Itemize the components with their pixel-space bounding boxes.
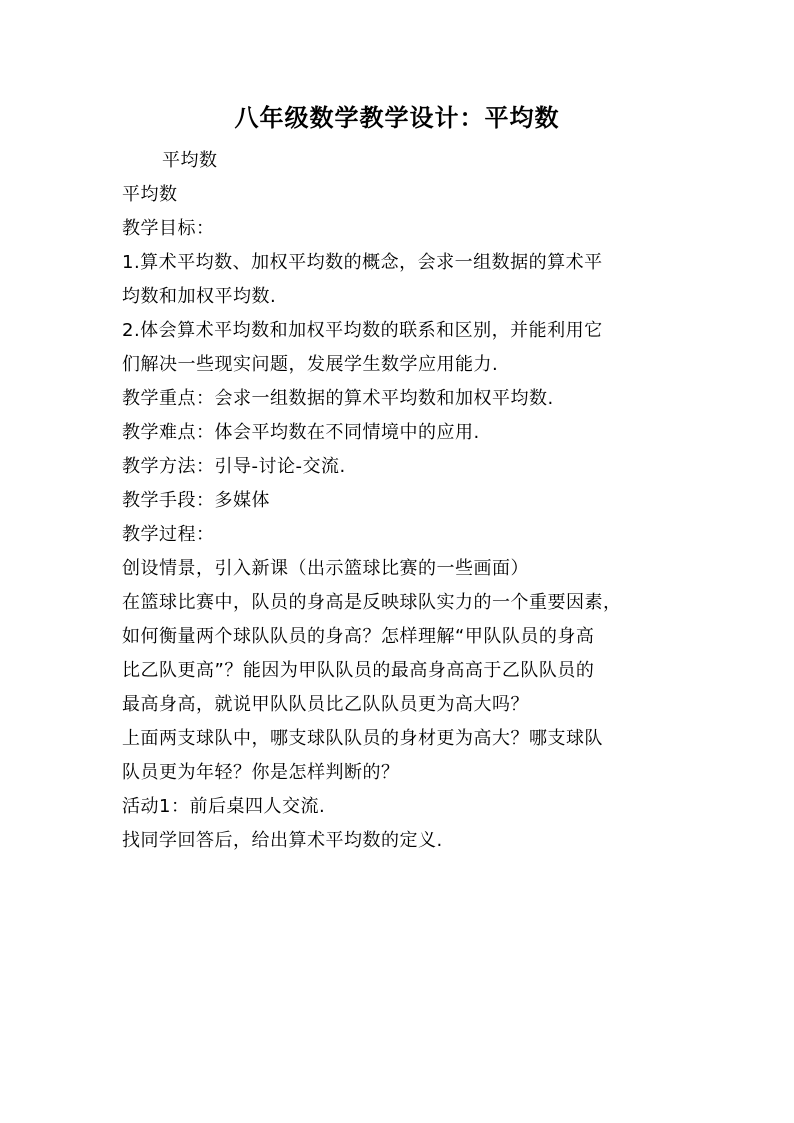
paragraph-line: 教学方法：引导-讨论-交流.	[122, 456, 346, 477]
paragraph-line: 教学过程：	[122, 524, 215, 545]
paragraph-line: 2.体会算术平均数和加权平均数的联系和区别，并能利用它	[122, 320, 603, 341]
paragraph-line: 们解决一些现实问题，发展学生数学应用能力.	[122, 354, 499, 375]
paragraph-line: 比乙队更高”？能因为甲队队员的最高身高高于乙队队员的	[122, 660, 595, 681]
subtitle-line: 平均数	[162, 150, 218, 171]
paragraph-line: 均数和加权平均数.	[122, 286, 277, 307]
paragraph-line: 上面两支球队中，哪支球队队员的身材更为高大？哪支球队	[122, 728, 603, 749]
paragraph-line: 队员更为年轻？你是怎样判断的？	[122, 762, 400, 783]
paragraph-line: 最高身高，就说甲队队员比乙队队员更为高大吗？	[122, 694, 529, 715]
paragraph-line: 在篮球比赛中，队员的身高是反映球队实力的一个重要因素，	[122, 592, 622, 613]
document-title: 八年级数学教学设计：平均数	[234, 103, 560, 132]
paragraph-line: 如何衡量两个球队队员的身高？怎样理解“甲队队员的身高	[122, 626, 595, 647]
paragraph-line: 找同学回答后，给出算术平均数的定义.	[122, 830, 443, 851]
paragraph-line: 创设情景，引入新课（出示篮球比赛的一些画面）	[122, 558, 529, 579]
paragraph-line: 教学手段：多媒体	[122, 490, 270, 511]
paragraph-line: 教学重点：会求一组数据的算术平均数和加权平均数.	[122, 388, 554, 409]
document-body	[122, 144, 682, 858]
paragraph-line: 平均数	[122, 184, 178, 205]
paragraph-line: 教学目标：	[122, 218, 215, 239]
paragraph-line: 活动1：前后桌四人交流.	[122, 796, 326, 817]
paragraph-line: 1.算术平均数、加权平均数的概念，会求一组数据的算术平	[122, 252, 603, 273]
paragraph-line: 教学难点：体会平均数在不同情境中的应用.	[122, 422, 480, 443]
